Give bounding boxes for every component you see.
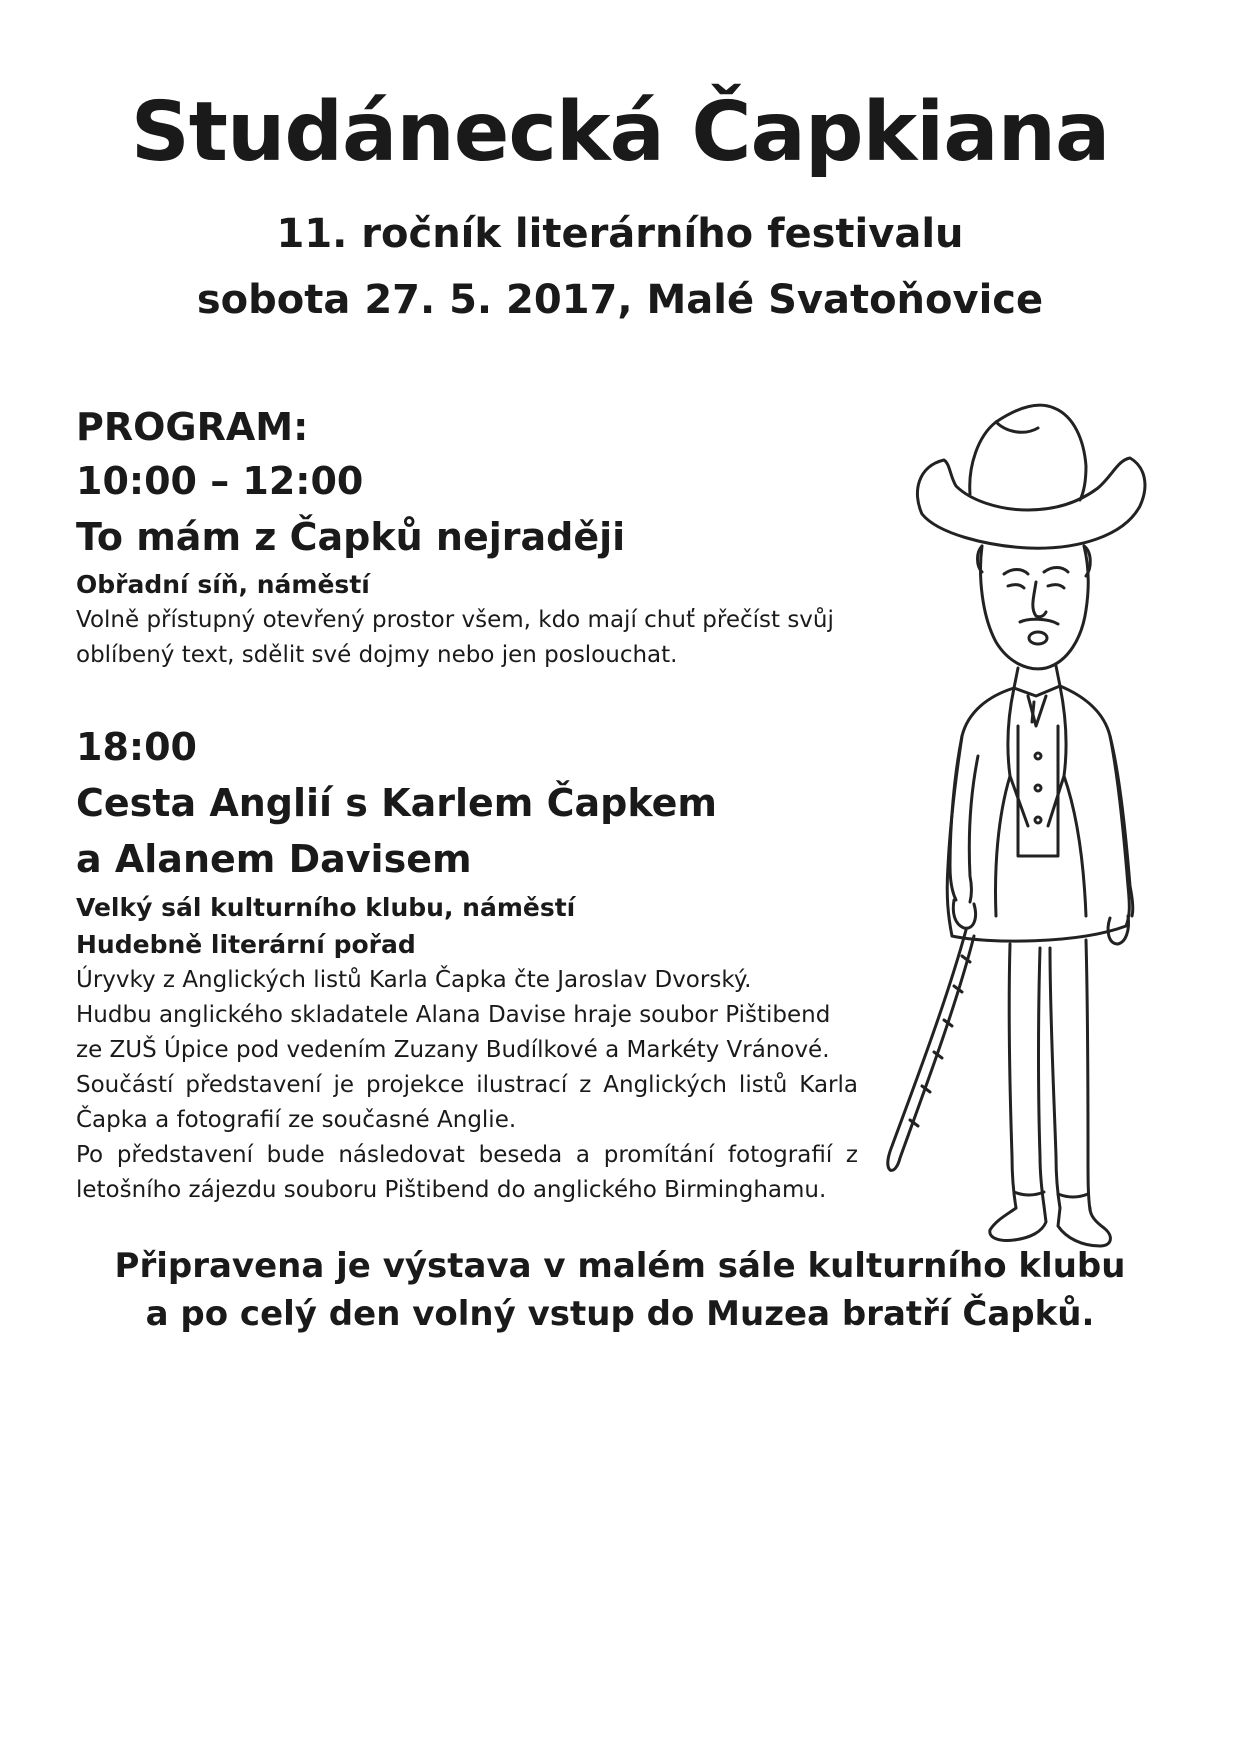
- festival-subtitle: 11. ročník literárního festivalu: [276, 211, 964, 257]
- program-heading: PROGRAM:: [76, 405, 309, 449]
- footer-line2: a po celý den volný vstup do Muzea bratří Čapků.: [145, 1294, 1095, 1334]
- event2-line2: Hudbu anglického skladatele Alana Davise hraje soubor Pištibend: [76, 1002, 831, 1028]
- event2-title-line2: a Alanem Davisem: [76, 837, 472, 881]
- event2-place: Velký sál kulturního klubu, náměstí: [76, 893, 576, 922]
- event1-place: Obřadní síň, náměstí: [76, 570, 370, 599]
- event2-time: 18:00: [76, 725, 197, 769]
- event1-title: To mám z Čapků nejraději: [76, 515, 626, 559]
- event2-paragraph2: Součástí představení je projekce ilustrací z Anglických listů Karla Čapka a fotografií ze současné Anglie.: [76, 1072, 858, 1133]
- capek-caricature-illustration: [878, 396, 1170, 1308]
- event1-description: Volně přístupný otevřený prostor všem, kdo mají chuť přečíst svůj oblíbený text, sdělit své dojmy nebo jen poslouchat.: [76, 607, 834, 668]
- event1-time: 10:00 – 12:00: [76, 459, 364, 503]
- festival-date-location: sobota 27. 5. 2017, Malé Svatoňovice: [196, 277, 1044, 323]
- event2-paragraph3: Po představení bude následovat beseda a promítání fotografií z letošního zájezdu souboru Pištibend do anglického Birminghamu.: [76, 1142, 858, 1203]
- footer-line1: Připravena je výstava v malém sále kulturního klubu: [114, 1246, 1126, 1286]
- event2-type: Hudebně literární pořad: [76, 930, 416, 959]
- event2-line1: Úryvky z Anglických listů Karla Čapka čte Jaroslav Dvorský.: [76, 967, 752, 993]
- event2-line3: ze ZUŠ Úpice pod vedením Zuzany Budílkové a Markéty Vránové.: [76, 1037, 830, 1063]
- page-title: Studánecká Čapkiana: [130, 85, 1110, 180]
- event2-title-line1: Cesta Anglií s Karlem Čapkem: [76, 781, 717, 825]
